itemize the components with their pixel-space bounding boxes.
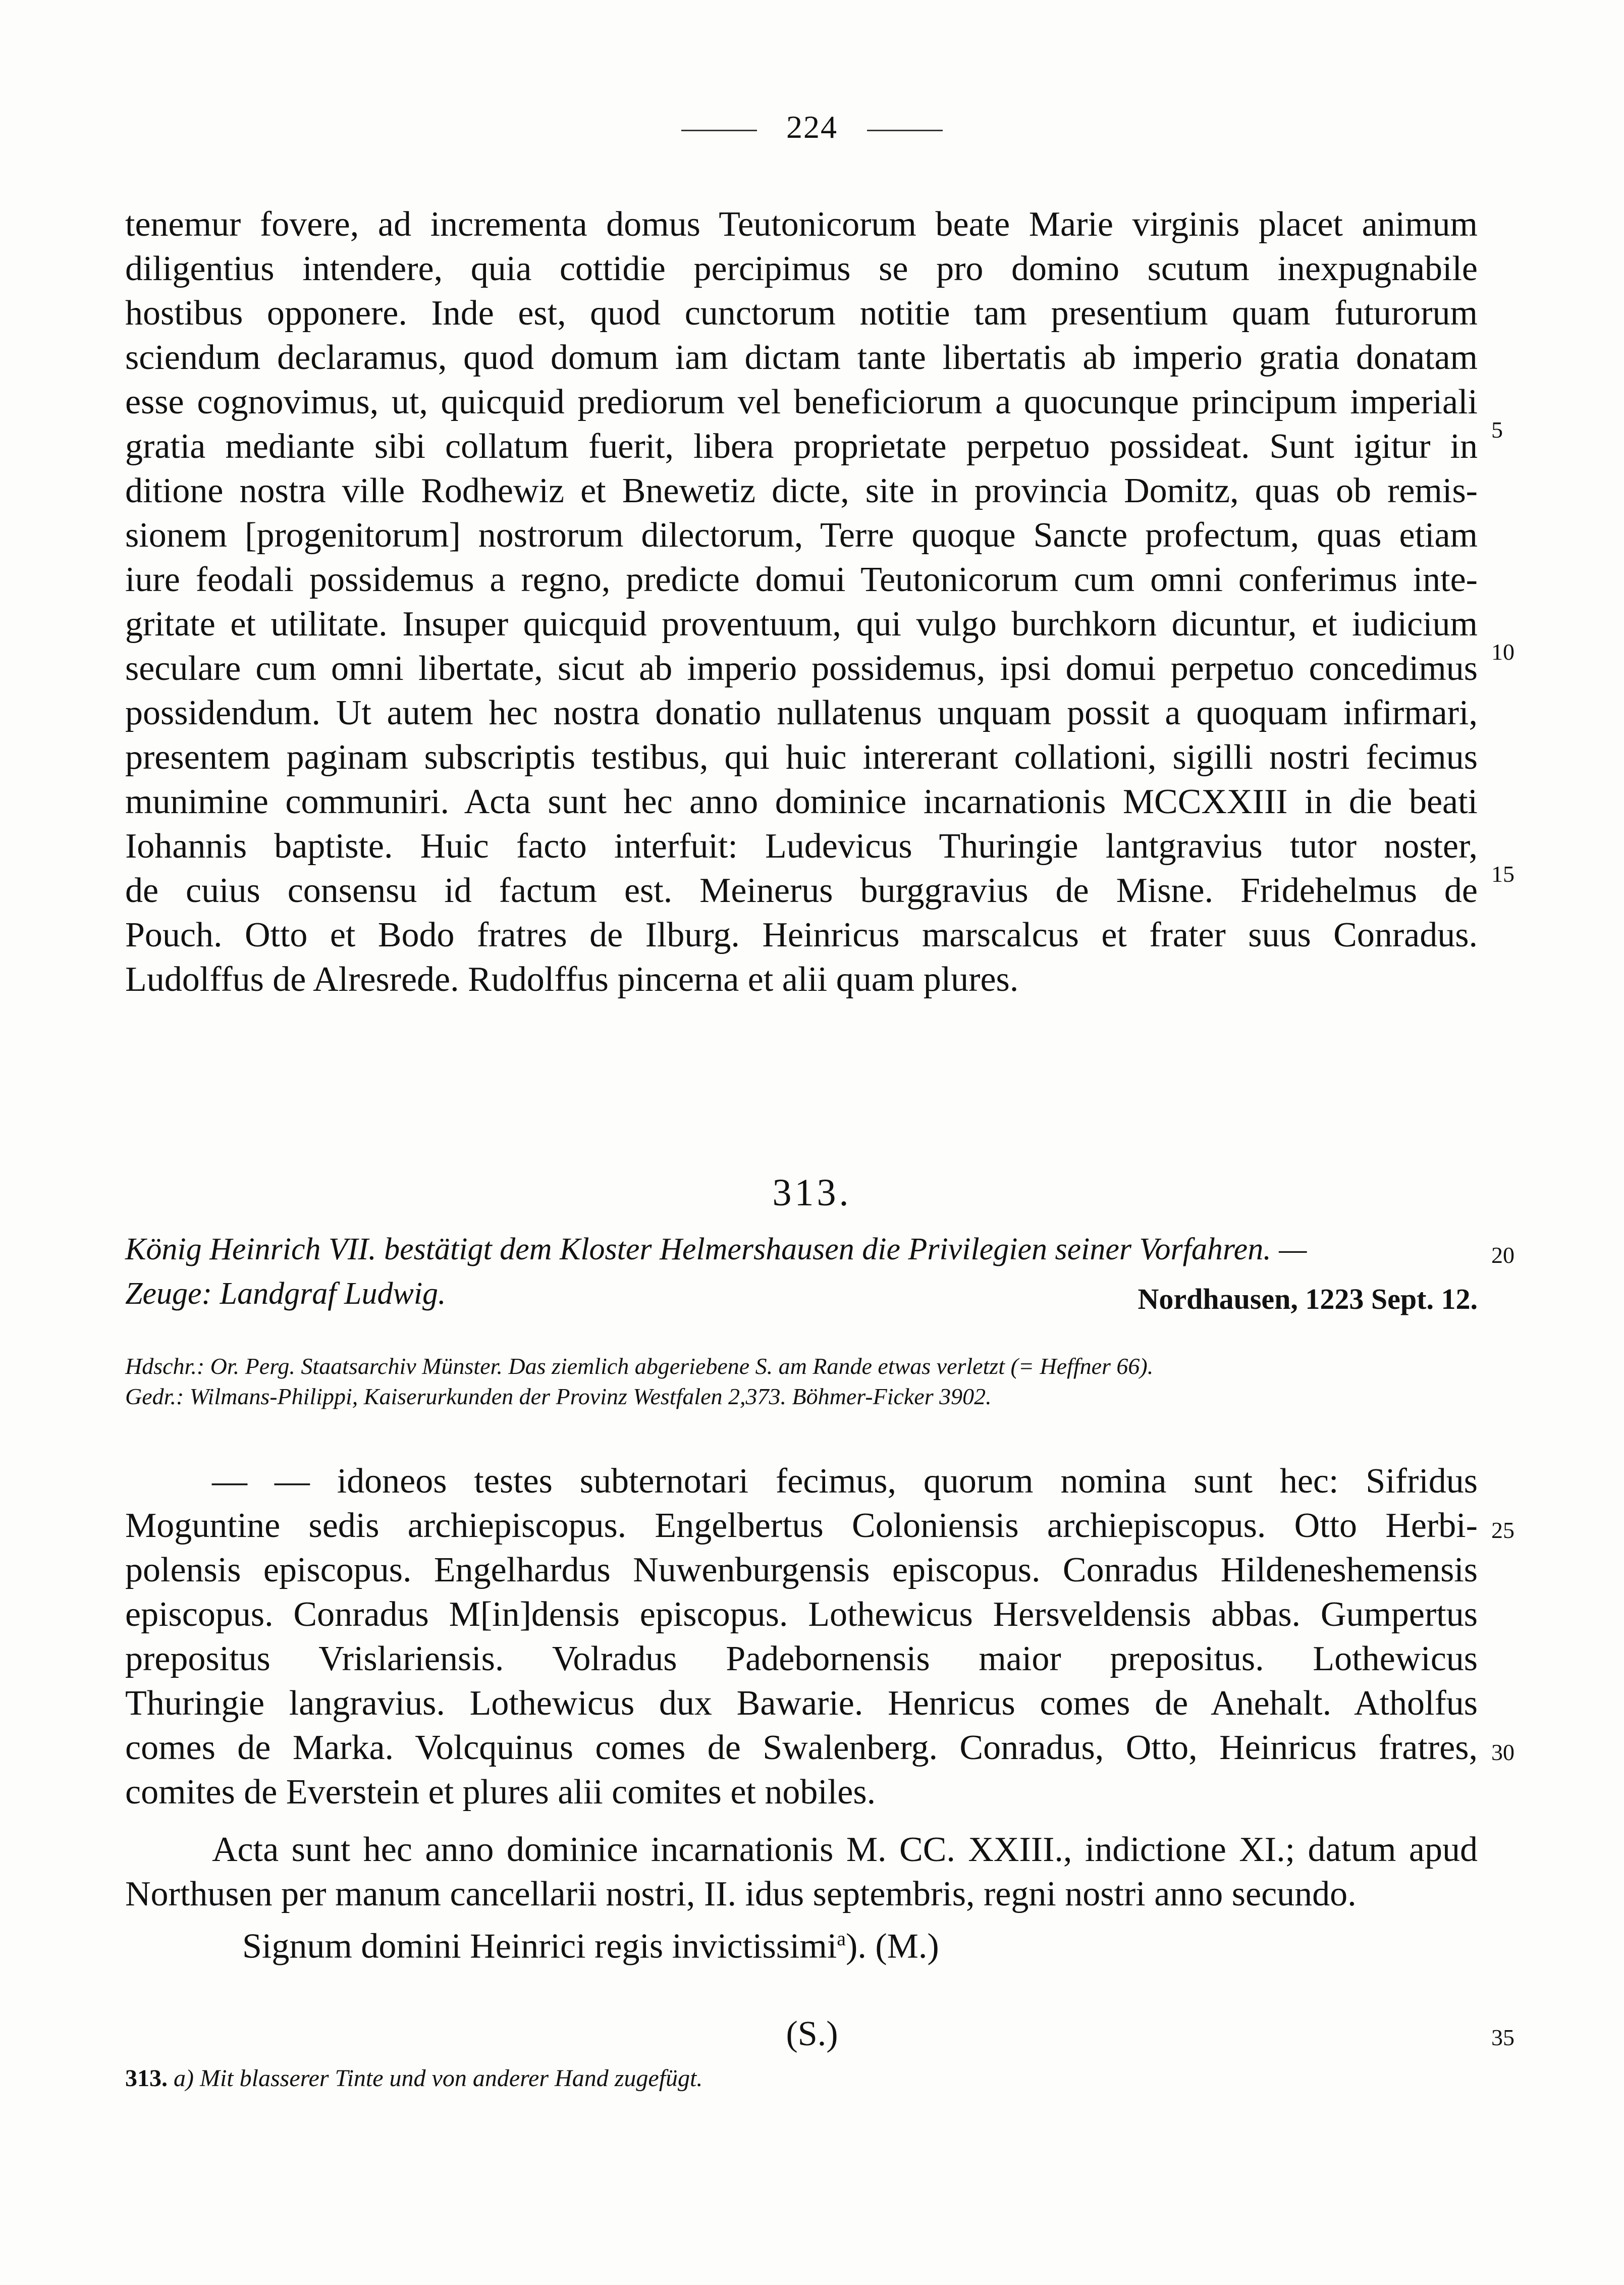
page-header (0, 109, 1624, 146)
body-line: presentem paginam subscriptis testibus, qui huic intererant collationi, sigilli nostri fecimus (125, 738, 1478, 777)
acta-line: Northusen per manum cancellarii nostri, II. idus septembris, regni nostri anno secundo. (125, 1875, 1357, 1914)
signum-tail: ). (M.) (846, 1927, 939, 1966)
place-date: Nordhausen, 1223 Sept. 12. (1138, 1283, 1478, 1315)
regest-line: Zeuge: Landgraf Ludwig. (125, 1277, 446, 1311)
header-rule-right (867, 130, 943, 131)
footnote (125, 2064, 702, 2092)
regest-line: König Heinrich VII. bestätigt dem Kloster Helmershausen die Privilegien seiner Vorfahren. — (125, 1232, 1307, 1266)
line-number: 15 (1491, 861, 1514, 887)
body2-line: polensis episcopus. Engelhardus Nuwenburgensis episcopus. Conradus Hildeneshemensis (125, 1551, 1478, 1589)
line-number: 20 (1491, 1242, 1514, 1268)
document-number-heading: 313. (772, 1172, 852, 1214)
line-number: 5 (1491, 417, 1503, 443)
body-line: hostibus opponere. Inde est, quod cunctorum notitie tam presentium quam futurorum (125, 294, 1478, 333)
body-line: sionem [progenitorum] nostrorum dilectorum, Terre quoque Sancte profectum, quas etiam (125, 516, 1478, 555)
body-line: iure feodali possidemus a regno, predicte domui Teutonicorum cum omni conferimus inte- (125, 560, 1478, 599)
signum-line (242, 1916, 1478, 1969)
seal-mark: (S.) (786, 2014, 838, 2053)
body2-line: prepositus Vrislariensis. Volradus Padebornensis maior prepositus. Lothewicus (125, 1639, 1478, 1678)
body-line: ditione nostra ville Rodhewiz et Bnewetiz dicte, site in provincia Domitz, quas ob remis- (125, 471, 1478, 510)
body-line: esse cognovimus, ut, quicquid prediorum vel beneficiorum a quocunque principum imperiali (125, 383, 1478, 421)
body-line: munimine communiri. Acta sunt hec anno dominice incarnationis MCCXXIII in die beati (125, 782, 1478, 821)
manuscript-note: Hdschr.: Or. Perg. Staatsarchiv Münster. Das ziemlich abgeriebene S. am Rande etwas verletzt (= Heffner 66). (125, 1353, 1154, 1379)
body-line: Iohannis baptiste. Huic facto interfuit: Ludevicus Thuringie lantgravius tutor noster, (125, 827, 1478, 866)
body-line: Pouch. Otto et Bodo fratres de Ilburg. Heinricus marscalcus et frater suus Conradus. (125, 916, 1478, 954)
body2-line: comes de Marka. Volcquinus comes de Swalenberg. Conradus, Otto, Heinricus fratres, (125, 1728, 1478, 1767)
line-number: 25 (1491, 1517, 1514, 1543)
body2-line: — — idoneos testes subternotari fecimus, quorum nomina sunt hec: Sifridus (212, 1462, 1478, 1501)
body-line: diligentius intendere, quia cottidie percipimus se pro domino scutum inexpugnabile (125, 249, 1478, 288)
body2-line: comites de Everstein et plures alii comites et nobiles. (125, 1773, 876, 1812)
body-line: sciendum declaramus, quod domum iam dictam tante libertatis ab imperio gratia donatam (125, 338, 1478, 377)
signum-text: Signum domini Heinrici regis invictissimi (242, 1927, 837, 1966)
body-line: de cuius consensu id factum est. Meinerus burggravius de Misne. Fridehelmus de (125, 871, 1478, 910)
footnote-number: 313. (125, 2065, 168, 2092)
header-rule-left (681, 130, 757, 131)
body2-line: episcopus. Conradus M[in]densis episcopus. Lothewicus Hersveldensis abbas. Gumpertus (125, 1595, 1478, 1634)
acta-line: Acta sunt hec anno dominice incarnationis M. CC. XXIII., indictione XI.; datum apud (212, 1830, 1478, 1869)
body-line: Ludolffus de Alresrede. Rudolffus pincerna et alii quam plures. (125, 960, 1019, 999)
body-line: gratia mediante sibi collatum fuerit, libera proprietate perpetuo possideat. Sunt igitur in (125, 427, 1478, 466)
line-number: 10 (1491, 639, 1514, 665)
page-number: 224 (786, 109, 838, 145)
body-line: seculare cum omni libertate, sicut ab imperio possidemus, ipsi domui perpetuo concedimus (125, 649, 1478, 688)
body-line: gritate et utilitate. Insuper quicquid proventuum, qui vulgo burchkorn dicuntur, et iudicium (125, 605, 1478, 644)
body2-line: Moguntine sedis archiepiscopus. Engelbertus Coloniensis archiepiscopus. Otto Herbi- (125, 1506, 1478, 1545)
body-line: possidendum. Ut autem hec nostra donatio nullatenus unquam possit a quoquam infirmari, (125, 694, 1478, 732)
line-number: 30 (1491, 1739, 1514, 1765)
footnote-text: a) Mit blasserer Tinte und von anderer Hand zugefügt. (174, 2065, 703, 2092)
body2-line: Thuringie langravius. Lothewicus dux Bawarie. Henricus comes de Anehalt. Atholfus (125, 1684, 1478, 1723)
body-line: tenemur fovere, ad incrementa domus Teutonicorum beate Marie virginis placet animum (125, 205, 1478, 244)
line-number: 35 (1491, 2025, 1514, 2050)
print-note: Gedr.: Wilmans-Philippi, Kaiserurkunden der Provinz Westfalen 2,373. Böhmer-Ficker 3902. (125, 1384, 992, 1409)
footnote-marker: a (837, 1927, 846, 1950)
